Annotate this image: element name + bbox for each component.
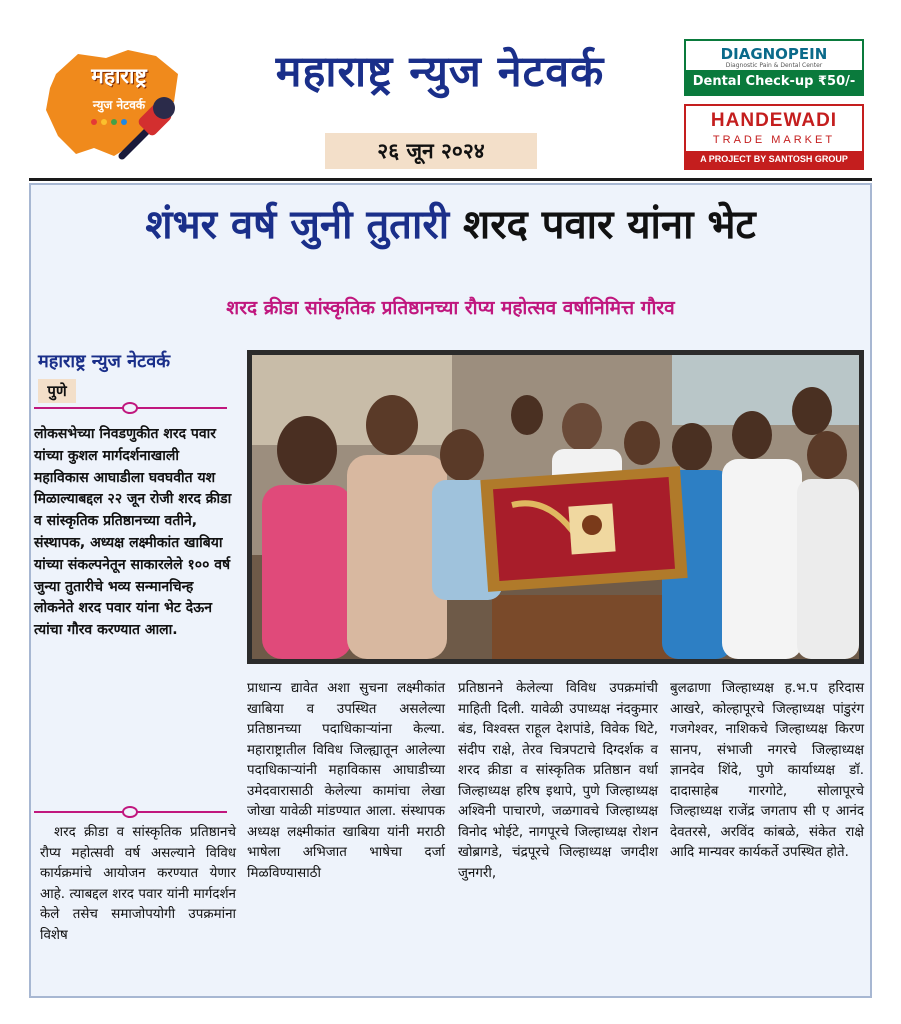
diagnopein-brand: DIAGNOPEIN [720, 45, 828, 63]
handewadi-footer: A PROJECT BY SANTOSH GROUP [686, 151, 862, 168]
byline-place: पुणे [38, 379, 76, 403]
headline [10, 195, 891, 250]
headline-part-1: शंभर वर्ष जुनी तुतारी [145, 202, 450, 248]
diagnopein-ad[interactable] [684, 39, 864, 96]
article-col-1: शरद क्रीडा व सांस्कृतिक प्रतिष्ठानचे रौप्य महोत्सवी वर्ष असल्याने विविध कार्यक्रमांचे आयोजन करण्यात येणार आहे. त्याबद्दल शरद पवार यांनी मार्गदर्शन केले तसेच समाजोपयोगी उपक्रमांना विशेष [40, 825, 236, 943]
divider-bottom [34, 806, 227, 818]
article-col-3: प्रतिष्ठानने केलेल्या विविध उपक्रमांची माहिती दिली. यावेळी उपाध्यक्ष नंदकुमार बंड, विश्वस्त राहूल देशपांडे, विवेक थिटे, संदीप राक्षे, तेरव चित्रपटाचे दिग्दर्शक व शरद क्रीडा व सांस्कृतिक प्रतिष्ठान वर्धा जिल्हाध्यक्ष हरिष इथापे, पुणे जिल्हाध्यक्ष अश्विनी पाचारणे, जळगावचे जिल्हाध्यक्ष विनोद भोईटे, नागपूरचे जिल्हाध्यक्ष रोशन खोब्रागडे, चंद्रपूरचे जिल्हाध्यक्ष जगदीश जुनगरी, [458, 681, 658, 881]
masthead-logo [36, 44, 186, 164]
handewadi-ad[interactable] [684, 104, 864, 170]
handewadi-brand: HANDEWADI [710, 110, 838, 131]
article-col-2: प्राधान्य द्यावेत अशा सुचना लक्ष्मीकांत खाबिया व उपस्थित असलेल्या प्रतिष्ठानच्या पदाधिकाऱ्यांना केल्या. महाराष्ट्रातील विविध जिल्ह्यातून आलेल्या पदाधिकाऱ्यांनी महाविकास आघाडीच्या उमेदवारासाठी केलेल्या कामांचा लेखा जोखा यावेळी मांडण्यात आला. संस्थापक अध्यक्ष लक्ष्मीकांत खाबिया यांनी मराठी भाषेला अभिजात भाषेचा दर्जा मिळविण्यासाठी [247, 681, 445, 881]
headline-part-2: शरद पवार यांना भेट [463, 202, 756, 248]
article-photo [247, 350, 864, 664]
byline-org: महाराष्ट्र न्युज नेटवर्क [38, 351, 171, 372]
logo-subtitle: न्युज नेटवर्क [92, 98, 146, 112]
issue-date: २६ जून २०२४ [325, 133, 537, 169]
article-col-4: बुलढाणा जिल्हाध्यक्ष ह.भ.प हरिदास आखरे, कोल्हापूरचे जिल्हाध्यक्ष पांडुरंग गजगेश्वर, नाशिकचे जिल्हाध्यक्ष किरण सानप, संभाजी नगरचे जिल्हाध्यक्ष ज्ञानदेव शिंदे, पुणे कार्याध्यक्ष डॉ. दादासाहेब गारगोटे, सोलापूरचे जिल्हाध्यक्ष राजेंद्र जगताप सी ए आनंद देवतरसे, अरविंद कांबळे, संकेत राक्षे आदि मान्यवर कार्यकर्ते उपस्थित होते. [670, 681, 864, 860]
handewadi-subtitle: TRADE MARKET [712, 134, 836, 146]
knot-ornament-icon [122, 402, 138, 414]
diagnopein-offer: Dental Check-up ₹50/- [686, 70, 862, 94]
subheadline: शरद क्रीडा सांस्कृतिक प्रतिष्ठानच्या रौप्य महोत्सव वर्षानिमित्त गौरव [226, 297, 675, 319]
diagnopein-tagline: Diagnostic Pain & Dental Center [725, 62, 823, 69]
article-intro: लोकसभेच्या निवडणुकीत शरद पवार यांच्या कुशल मार्गदर्शनाखाली महाविकास आघाडीला घवघवीत यश मिळाल्याबद्दल २२ जून रोजी शरद क्रीडा व सांस्कृतिक प्रतिष्ठानच्या वतीने, संस्थापक, अध्यक्ष लक्ष्मीकांत खाबिया यांच्या संकल्पनेतून साकारलेले १०० वर्ष जुन्या तुतारीचे भव्य सन्मानचिन्ह लोकनेते शरद पवार यांना भेट देऊन त्यांचा गौरव करण्यात आला. [34, 426, 232, 639]
knot-ornament-icon [122, 806, 138, 818]
masthead-title: महाराष्ट्र न्युज नेटवर्क [275, 47, 605, 97]
photo-illustration [252, 355, 859, 659]
logo-title: महाराष्ट्र [91, 64, 147, 88]
divider-top [34, 402, 227, 414]
masthead-rule [29, 178, 872, 181]
